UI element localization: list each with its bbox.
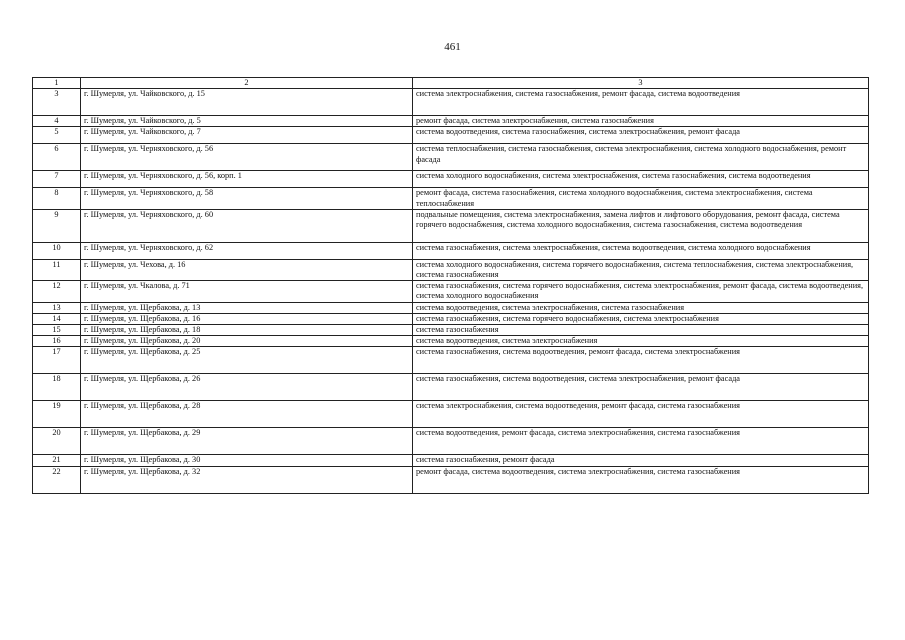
table-row: [33, 127, 869, 144]
table-row: [33, 347, 869, 374]
row-number: 18: [33, 374, 81, 401]
table-row: [33, 455, 869, 466]
row-address: г. Шумерля, ул. Щербакова, д. 30: [81, 455, 413, 466]
row-number: 5: [33, 127, 81, 144]
row-number: 8: [33, 188, 81, 209]
row-works: система водоотведения, система электроснабжения, система газоснабжения: [413, 302, 869, 313]
header-col-2: 2: [81, 78, 413, 89]
row-number: 15: [33, 325, 81, 336]
table-row: [33, 466, 869, 493]
row-number: 17: [33, 347, 81, 374]
row-works: система водоотведения, система газоснабжения, система электроснабжения, ремонт фасада: [413, 127, 869, 144]
row-address: г. Шумерля, ул. Черняховского, д. 58: [81, 188, 413, 209]
row-number: 9: [33, 209, 81, 242]
row-address: г. Шумерля, ул. Щербакова, д. 29: [81, 428, 413, 455]
row-number: 13: [33, 302, 81, 313]
row-number: 19: [33, 401, 81, 428]
row-address: г. Шумерля, ул. Черняховского, д. 56, корп. 1: [81, 171, 413, 188]
table-row: [33, 325, 869, 336]
works-table: [32, 77, 869, 494]
row-works: ремонт фасада, система водоотведения, система электроснабжения, система газоснабжения: [413, 466, 869, 493]
row-number: 11: [33, 259, 81, 280]
row-works: система газоснабжения, система электроснабжения, система водоотведения, система холодного водоснабжения: [413, 242, 869, 259]
row-address: г. Шумерля, ул. Щербакова, д. 26: [81, 374, 413, 401]
table-row: [33, 302, 869, 313]
header-col-3: 3: [413, 78, 869, 89]
row-address: г. Шумерля, ул. Черняховского, д. 62: [81, 242, 413, 259]
row-address: г. Шумерля, ул. Щербакова, д. 20: [81, 336, 413, 347]
row-works: система электроснабжения, система газоснабжения, ремонт фасада, система водоотведения: [413, 89, 869, 116]
row-number: 3: [33, 89, 81, 116]
row-number: 21: [33, 455, 81, 466]
row-works: система газоснабжения, система водоотведения, система электроснабжения, ремонт фасада: [413, 374, 869, 401]
row-address: г. Шумерля, ул. Чкалова, д. 71: [81, 281, 413, 302]
row-address: г. Шумерля, ул. Чайковского, д. 5: [81, 116, 413, 127]
row-address: г. Шумерля, ул. Щербакова, д. 16: [81, 313, 413, 324]
row-works: система электроснабжения, система водоотведения, ремонт фасада, система газоснабжения: [413, 401, 869, 428]
table-row: [33, 242, 869, 259]
row-address: г. Шумерля, ул. Щербакова, д. 28: [81, 401, 413, 428]
table-row: [33, 89, 869, 116]
table-row: [33, 171, 869, 188]
table-row: [33, 374, 869, 401]
row-works: подвальные помещения, система электроснабжения, замена лифтов и лифтового оборудования, ремонт фасада, система горячего водоснабжения, система холодного водоснабжения, система газоснабжения, система водоотведения: [413, 209, 869, 242]
row-number: 20: [33, 428, 81, 455]
row-number: 6: [33, 144, 81, 171]
table-row: [33, 209, 869, 242]
table-row: [33, 313, 869, 324]
table-row: [33, 281, 869, 302]
row-address: г. Шумерля, ул. Щербакова, д. 25: [81, 347, 413, 374]
page-number: 461: [444, 41, 461, 53]
row-works: система газоснабжения, система горячего водоснабжения, система электроснабжения, ремонт фасада, система водоотведения, система холодного водоснабжения: [413, 281, 869, 302]
table-row: [33, 116, 869, 127]
row-works: система газоснабжения, ремонт фасада: [413, 455, 869, 466]
row-number: 14: [33, 313, 81, 324]
row-works: система водоотведения, система электроснабжения: [413, 336, 869, 347]
table-row: [33, 259, 869, 280]
row-works: система холодного водоснабжения, система горячего водоснабжения, система теплоснабжения, система электроснабжения, система газоснабжения: [413, 259, 869, 280]
row-number: 12: [33, 281, 81, 302]
table-row: [33, 428, 869, 455]
table-row: [33, 144, 869, 171]
row-number: 4: [33, 116, 81, 127]
table-row: [33, 188, 869, 209]
row-address: г. Шумерля, ул. Щербакова, д. 32: [81, 466, 413, 493]
row-address: г. Шумерля, ул. Черняховского, д. 56: [81, 144, 413, 171]
row-address: г. Шумерля, ул. Чайковского, д. 15: [81, 89, 413, 116]
row-address: г. Шумерля, ул. Щербакова, д. 13: [81, 302, 413, 313]
header-col-1: 1: [33, 78, 81, 89]
row-works: система холодного водоснабжения, система электроснабжения, система газоснабжения, система водоотведения: [413, 171, 869, 188]
row-works: ремонт фасада, система электроснабжения, система газоснабжения: [413, 116, 869, 127]
row-number: 16: [33, 336, 81, 347]
row-works: система газоснабжения, система горячего водоснабжения, система электроснабжения: [413, 313, 869, 324]
row-address: г. Шумерля, ул. Черняховского, д. 60: [81, 209, 413, 242]
row-works: система газоснабжения, система водоотведения, ремонт фасада, система электроснабжения: [413, 347, 869, 374]
row-number: 10: [33, 242, 81, 259]
row-number: 22: [33, 466, 81, 493]
row-works: система водоотведения, ремонт фасада, система электроснабжения, система газоснабжения: [413, 428, 869, 455]
row-works: ремонт фасада, система газоснабжения, система холодного водоснабжения, система электроснабжения, система теплоснабжения: [413, 188, 869, 209]
table-header-row: [33, 78, 869, 89]
table-row: [33, 336, 869, 347]
row-address: г. Шумерля, ул. Щербакова, д. 18: [81, 325, 413, 336]
row-works: система газоснабжения: [413, 325, 869, 336]
row-address: г. Шумерля, ул. Чехова, д. 16: [81, 259, 413, 280]
table-row: [33, 401, 869, 428]
row-works: система теплоснабжения, система газоснабжения, система электроснабжения, система холодного водоснабжения, ремонт фасада: [413, 144, 869, 171]
row-address: г. Шумерля, ул. Чайковского, д. 7: [81, 127, 413, 144]
row-number: 7: [33, 171, 81, 188]
